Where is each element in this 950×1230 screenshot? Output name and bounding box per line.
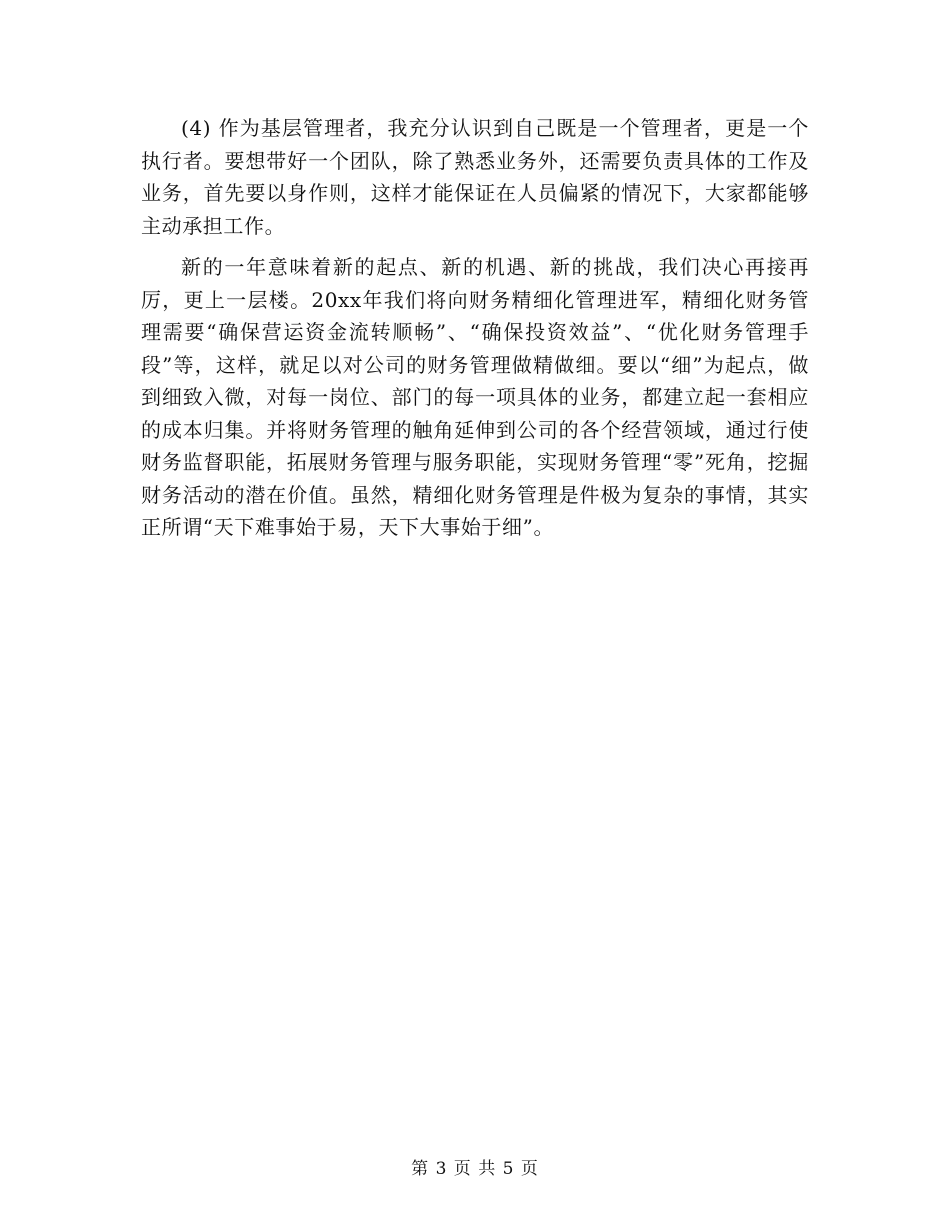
document-body bbox=[141, 112, 809, 553]
page-number-footer: 第 3 页 共 5 页 bbox=[411, 1159, 539, 1179]
paragraph-management-role: (4) 作为基层管理者，我充分认识到自己既是一个管理者，更是一个执行者。要想带好一个团队，除了熟悉业务外，还需要负责具体的工作及业务，首先要以身作则，这样才能保证在人员偏紧的情况下，大家都能够主动承担工作。 bbox=[141, 116, 809, 238]
paragraph-new-year-plan: 新的一年意味着新的起点、新的机遇、新的挑战，我们决心再接再厉，更上一层楼。20xx年我们将向财务精细化管理进军，精细化财务管理需要“确保营运资金流转顺畅”、“确保投资效益”、“优化财务管理手段”等，这样，就足以对公司的财务管理做精做细。要以“细”为起点，做到细致入微，对每一岗位、部门的每一项具体的业务，都建立起一套相应的成本归集。并将财务管理的触角延伸到公司的各个经营领域，通过行使财务监督职能，拓展财务管理与服务职能，实现财务管理“零”死角，挖掘财务活动的潜在价值。虽然，精细化财务管理是件极为复杂的事情，其实正所谓“天下难事始于易，天下大事始于细”。 bbox=[141, 255, 809, 539]
